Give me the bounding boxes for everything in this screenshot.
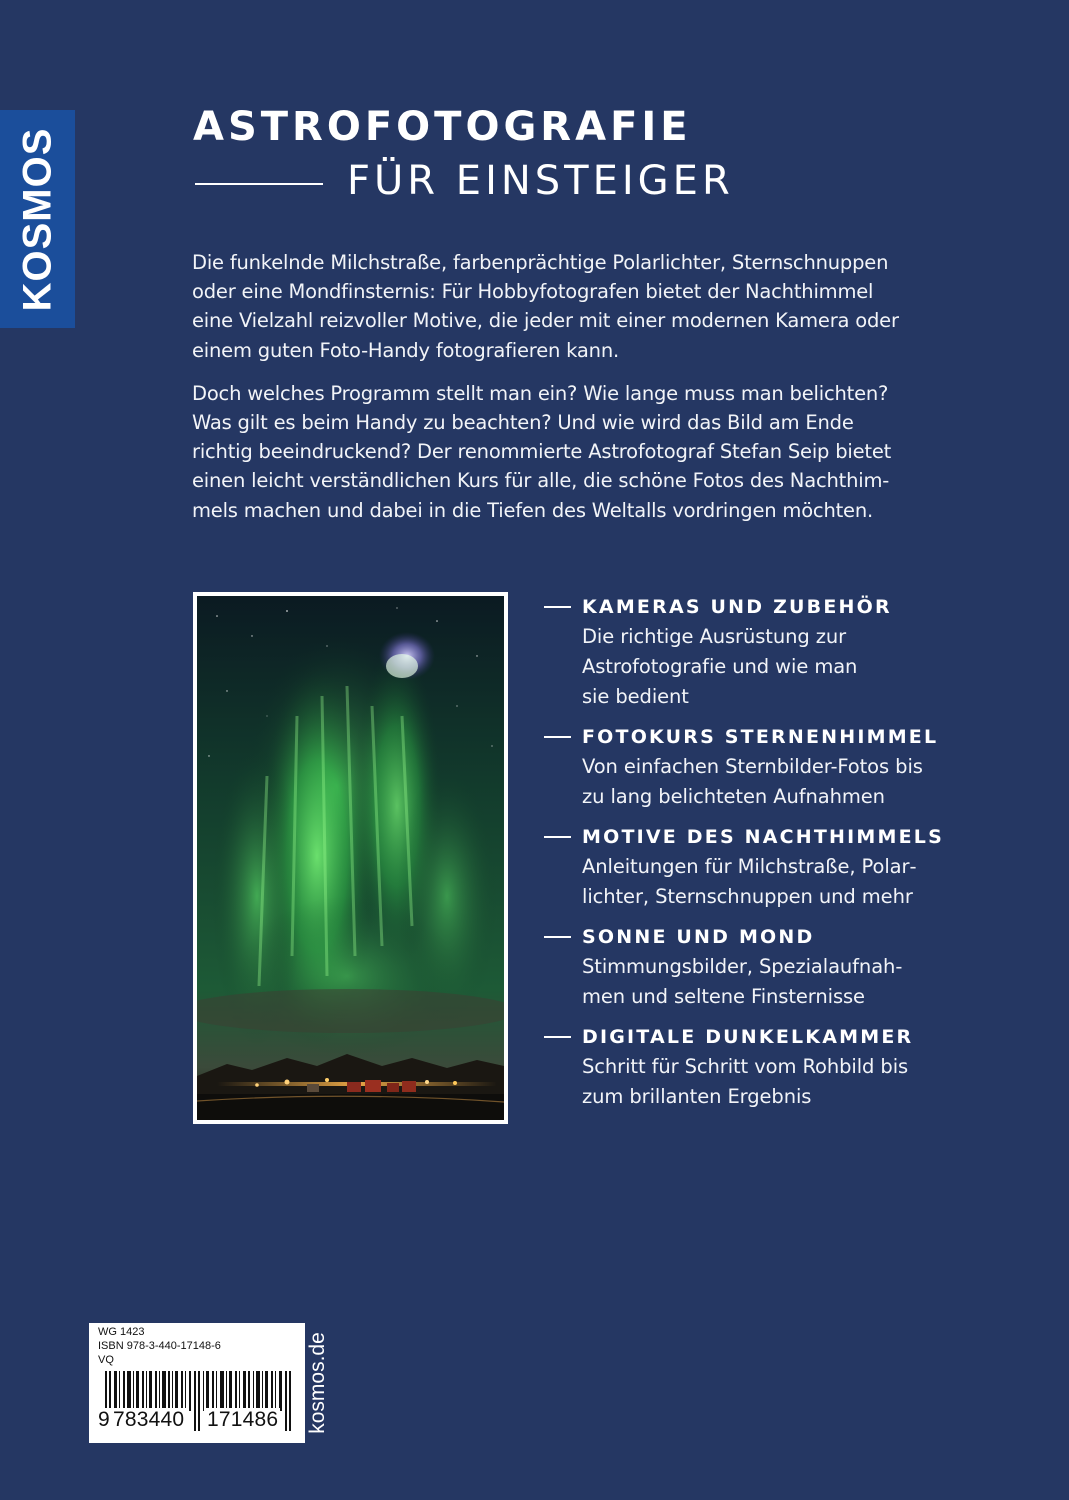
blurb-text	[192, 248, 912, 539]
subtitle-row	[195, 158, 795, 210]
feature-dash	[544, 936, 571, 938]
publisher-logo-tab	[0, 110, 75, 328]
feature-item	[544, 722, 964, 812]
ean-digit-group-2: 171486	[207, 1408, 279, 1431]
feature-title: DIGITALE DUNKELKAMMER	[582, 1026, 914, 1048]
feature-dash	[544, 836, 571, 838]
blurb-paragraph-1: Die funkelnde Milchstraße, farbenprächtige Polarlichter, Sternschnuppen oder eine Mondfinsternis: Für Hobbyfotografen bietet der Nachthimmel eine Vielzahl reizvoller Motive, die jeder mit einer modernen Kamera oder einem guten Foto-Handy fotografieren kann.	[192, 251, 899, 362]
book-subtitle: FÜR EINSTEIGER	[347, 158, 734, 204]
feature-dash	[544, 736, 571, 738]
feature-title: KAMERAS UND ZUBEHÖR	[582, 596, 892, 618]
subtitle-rule	[195, 183, 323, 185]
feature-title: MOTIVE DES NACHTHIMMELS	[582, 826, 945, 848]
ean-digit-first: 9	[98, 1408, 110, 1431]
blurb-paragraph-2: Doch welches Programm stellt man ein? Wie lange muss man belichten? Was gilt es beim Handy zu beachten? Und wie wird das Bild am Ende richtig beeindruckend? Der renommierte Astrofotograf Stefan Seip bietet einen leicht verständlichen Kurs für alle, die schöne Fotos des Nachthimmels machen und dabei in die Tiefen des Weltalls vordringen möchten.	[192, 381, 892, 522]
feature-description: Schritt für Schritt vom Rohbild bis zum brillanten Ergebnis	[582, 1055, 909, 1108]
feature-dash	[544, 606, 571, 608]
feature-description: Die richtige Ausrüstung zur Astrofotografie und wie man sie bedient	[582, 625, 858, 708]
feature-item	[544, 1022, 964, 1112]
feature-description: Stimmungsbilder, Spezialaufnahmen und seltene Finsternisse	[582, 955, 903, 1008]
isbn-label: ISBN 978-3-440-17148-6	[98, 1340, 221, 1352]
ean-digit-group-1: 783440	[113, 1408, 185, 1431]
feature-item	[544, 922, 964, 1012]
website-label: kosmos.de	[306, 1332, 330, 1434]
feature-list	[544, 592, 964, 1122]
feature-description: Anleitungen für Milchstraße, Polarlichter, Sternschnuppen und mehr	[582, 855, 917, 908]
warengruppe-label: WG 1423	[98, 1326, 145, 1338]
book-title: ASTROFOTOGRAFIE	[193, 104, 692, 150]
feature-description: Von einfachen Sternbilder-Fotos bis zu lang belichteten Aufnahmen	[582, 755, 923, 808]
feature-dash	[544, 1036, 571, 1038]
feature-item	[544, 822, 964, 912]
ean-digits	[97, 1408, 297, 1432]
publisher-logo: KOSMOS	[15, 127, 60, 311]
feature-title: SONNE UND MOND	[582, 926, 815, 948]
aurora-photo-image	[197, 596, 504, 1120]
feature-item	[544, 592, 964, 712]
website-label-box	[305, 1323, 331, 1443]
barcode-box	[89, 1323, 305, 1443]
feature-title: FOTOKURS STERNENHIMMEL	[582, 726, 939, 748]
price-code-label: VQ	[98, 1354, 114, 1366]
aurora-photo	[193, 592, 508, 1124]
